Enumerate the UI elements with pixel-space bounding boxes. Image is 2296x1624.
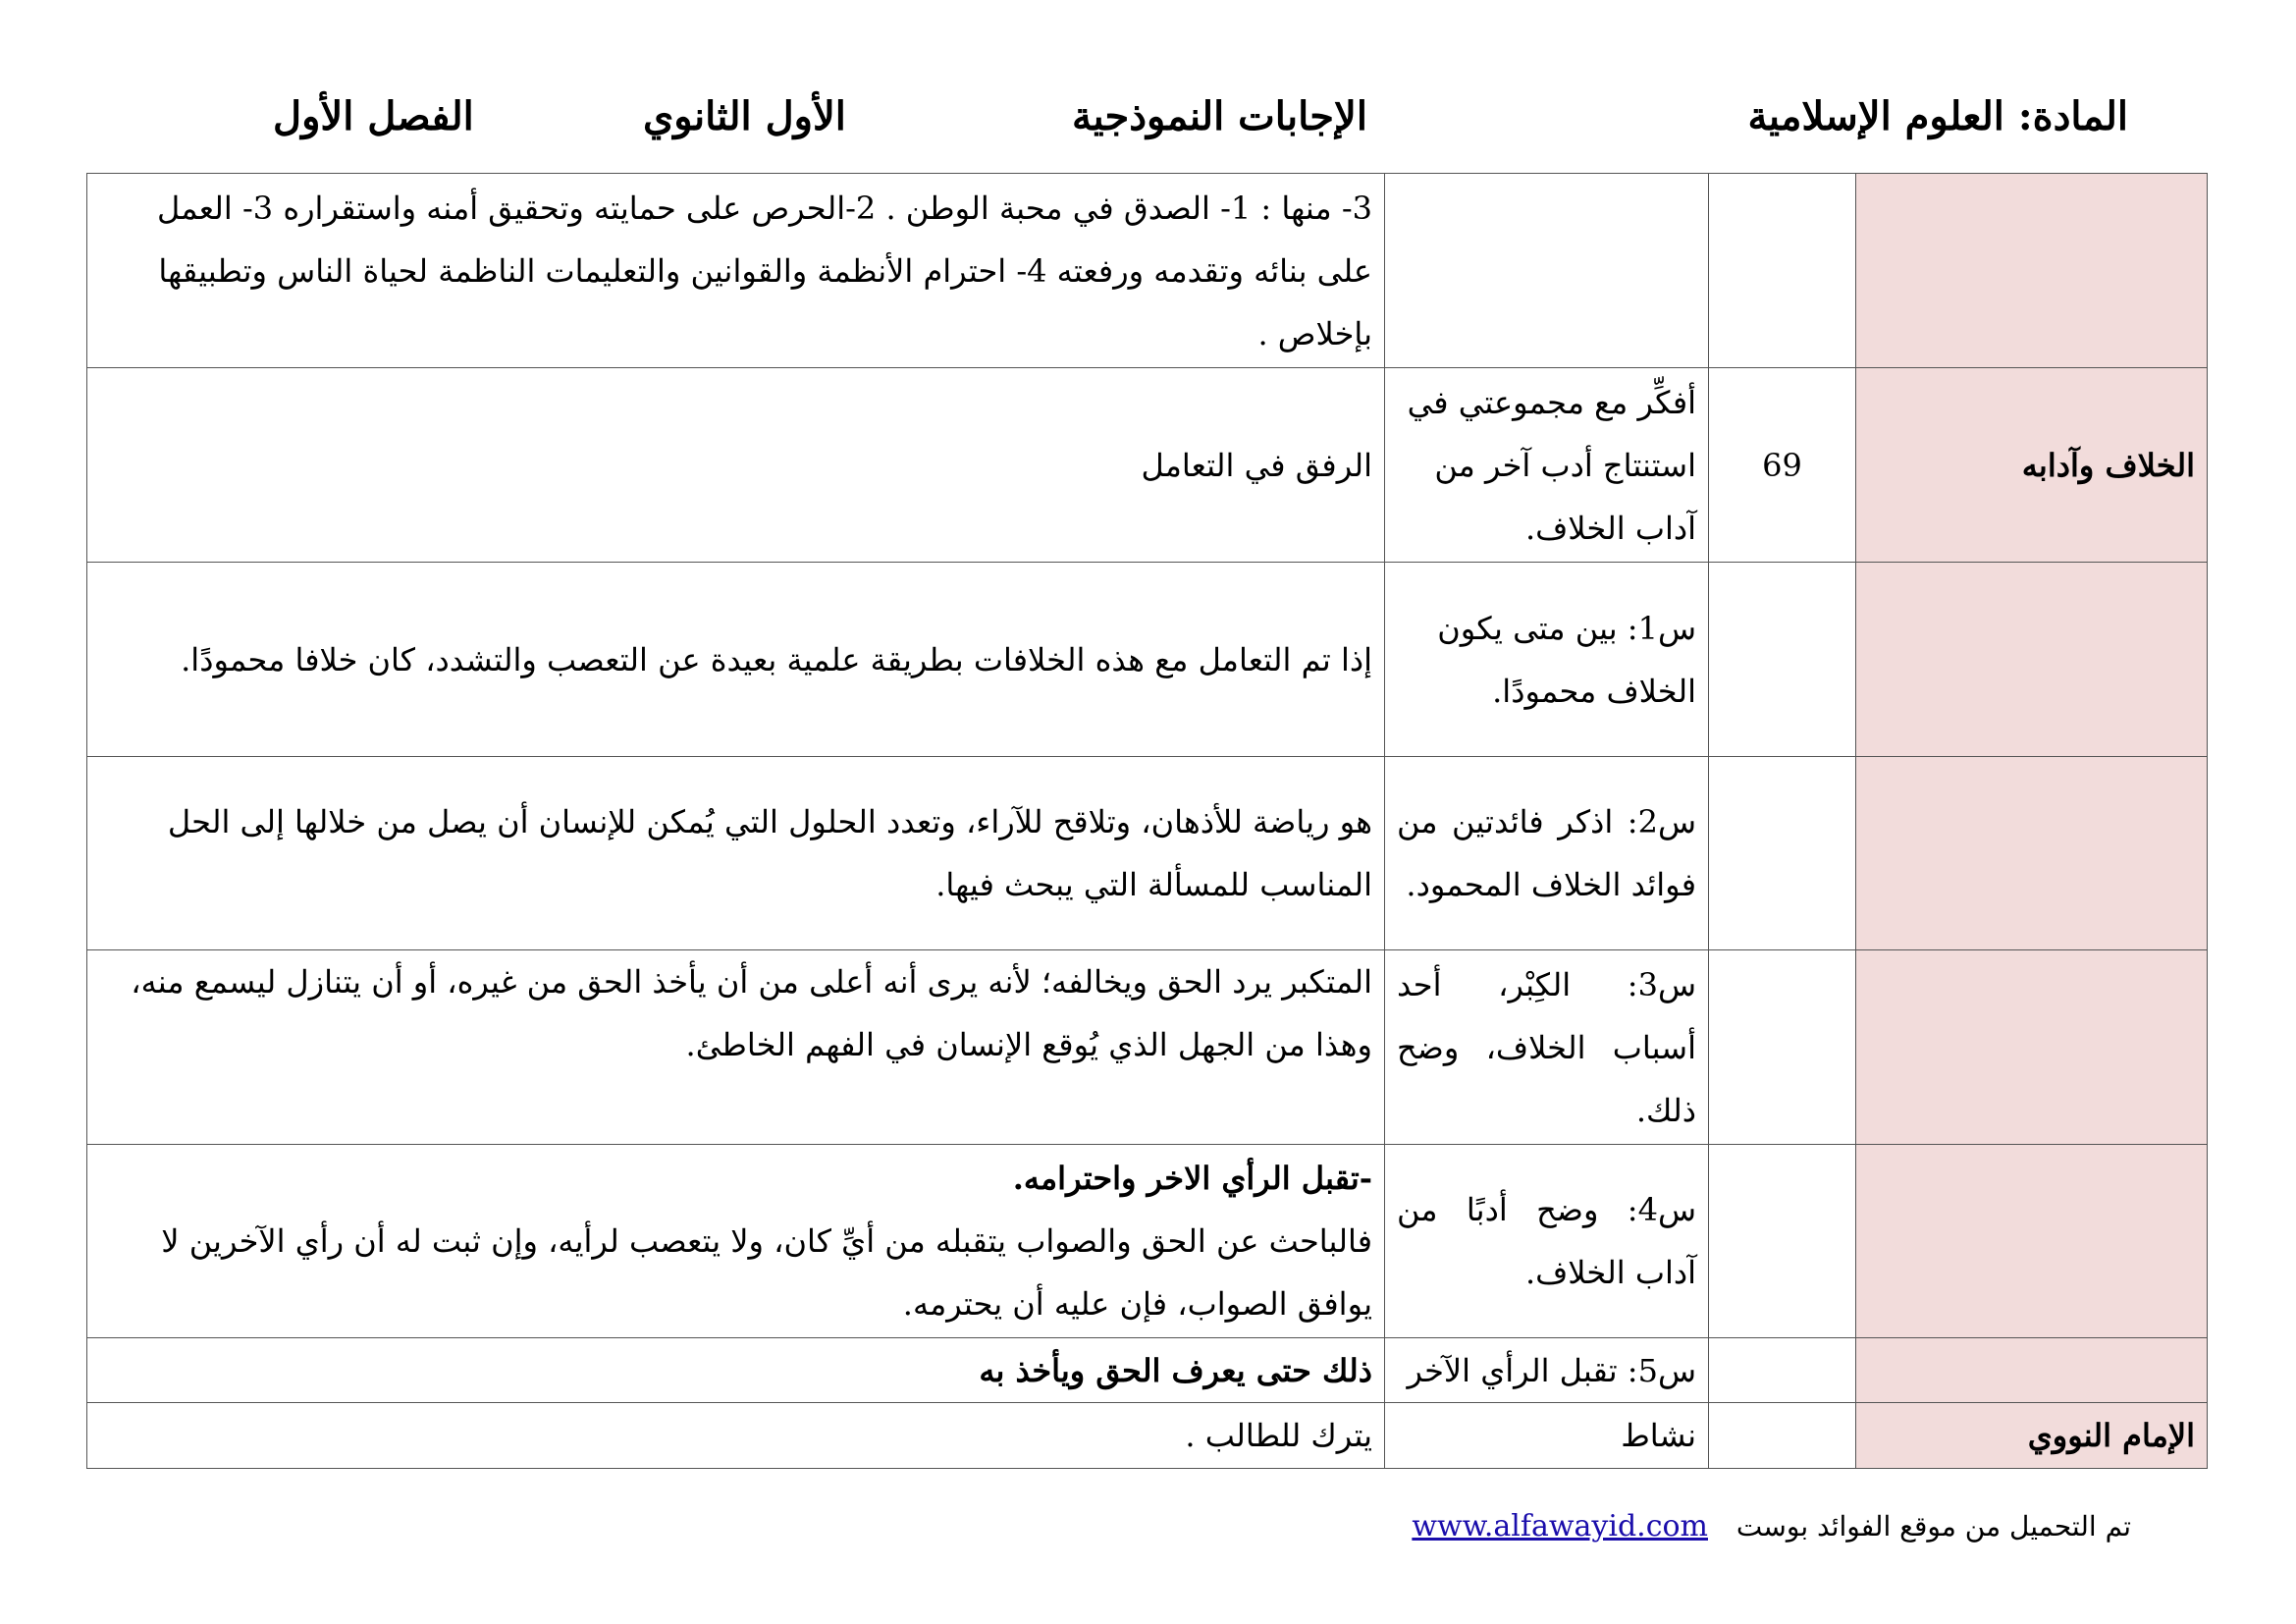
answer-line: على بنائه وتقدمه ورفعته 4- احترام الأنظمة والقوانين والتعليمات الناظمة لحياة الناس وتطبيقها [158,251,1372,290]
footer-link[interactable]: www.alfawayid.com [1412,1509,1708,1543]
answer-cell: المتكبر يرد الحق ويخالفه؛ لأنه يرى أنه أعلى من أن يأخذ الحق من غيره، أو أن يتنازل ليسمع منه، وهذا من الجهل الذي يُوقع الإنسان في الفهم الخاطئ. [87,950,1385,1145]
page-header [0,93,2296,152]
answer-line: 3- منها : 1- الصدق في محبة الوطن . 2-الحرص على حمايته وتحقيق أمنه واستقراره 3- العمل [157,189,1372,227]
lesson-cell: الإمام النووي [1856,1403,2208,1469]
page-cell [1709,174,1856,368]
answer-heading: -تقبل الرأي الاخر واحترامه. [1012,1160,1372,1197]
answer-cell [87,174,1385,368]
answer-cell: إذا تم التعامل مع هذه الخلافات بطريقة علمية بعيدة عن التعصب والتشدد، كان خلافا محمودًا. [87,563,1385,757]
lesson-cell [1856,950,2208,1145]
page-cell [1709,563,1856,757]
subject-title: المادة: العلوم الإسلامية [1747,93,2128,139]
lesson-cell: الخلاف وآدابه [1856,368,2208,563]
answers-title: الإجابات النموذجية [1072,93,1367,139]
answer-line: بإخلاص . [1257,314,1372,352]
page-cell [1709,757,1856,950]
lesson-cell [1856,563,2208,757]
table-row [87,368,2208,563]
table-row [87,1403,2208,1469]
lesson-cell [1856,1145,2208,1338]
answer-cell: يترك للطالب . [87,1403,1385,1469]
table-row [87,1338,2208,1403]
question-cell: س3: الكِبْر، أحد أسباب الخلاف، وضح ذلك. [1385,950,1709,1145]
question-cell [1385,174,1709,368]
answers-table [86,173,2208,1469]
table-row [87,174,2208,368]
question-cell: أفكِّر مع مجموعتي في استنتاج أدب آخر من آداب الخلاف. [1385,368,1709,563]
footer [1412,1509,2131,1548]
lesson-cell [1856,174,2208,368]
question-cell: س1: بين متى يكون الخلاف محمودًا. [1385,563,1709,757]
question-cell: س2: اذكر فائدتين من فوائد الخلاف المحمود. [1385,757,1709,950]
grade-title: الأول الثانوي [643,93,846,139]
answer-cell [87,1145,1385,1338]
page-cell [1709,1403,1856,1469]
answer-cell: هو رياضة للأذهان، وتلاقح للآراء، وتعدد الحلول التي يُمكن للإنسان أن يصل من خلالها إلى الحل المناسب للمسألة التي يبحث فيها. [87,757,1385,950]
page-cell [1709,950,1856,1145]
question-cell: س5: تقبل الرأي الآخر [1385,1338,1709,1403]
table-row [87,757,2208,950]
answer-text: فالباحث عن الحق والصواب يتقبله من أيِّ كان، ولا يتعصب لرأيه، وإن ثبت له أن رأي الآخرين لا يوافق الصواب، فإن عليه أن يحترمه. [161,1222,1372,1323]
table-row [87,563,2208,757]
question-cell: نشاط [1385,1403,1709,1469]
term-title: الفصل الأول [273,93,474,139]
page-cell: 69 [1709,368,1856,563]
page-cell [1709,1145,1856,1338]
footer-text: تم التحميل من موقع الفوائد بوست [1735,1510,2131,1543]
lesson-cell [1856,1338,2208,1403]
page-cell [1709,1338,1856,1403]
table-row [87,950,2208,1145]
question-cell: س4: وضح أدبًا من آداب الخلاف. [1385,1145,1709,1338]
answer-cell: ذلك حتى يعرف الحق ويأخذ به [87,1338,1385,1403]
answer-cell: الرفق في التعامل [87,368,1385,563]
lesson-cell [1856,757,2208,950]
table-row [87,1145,2208,1338]
